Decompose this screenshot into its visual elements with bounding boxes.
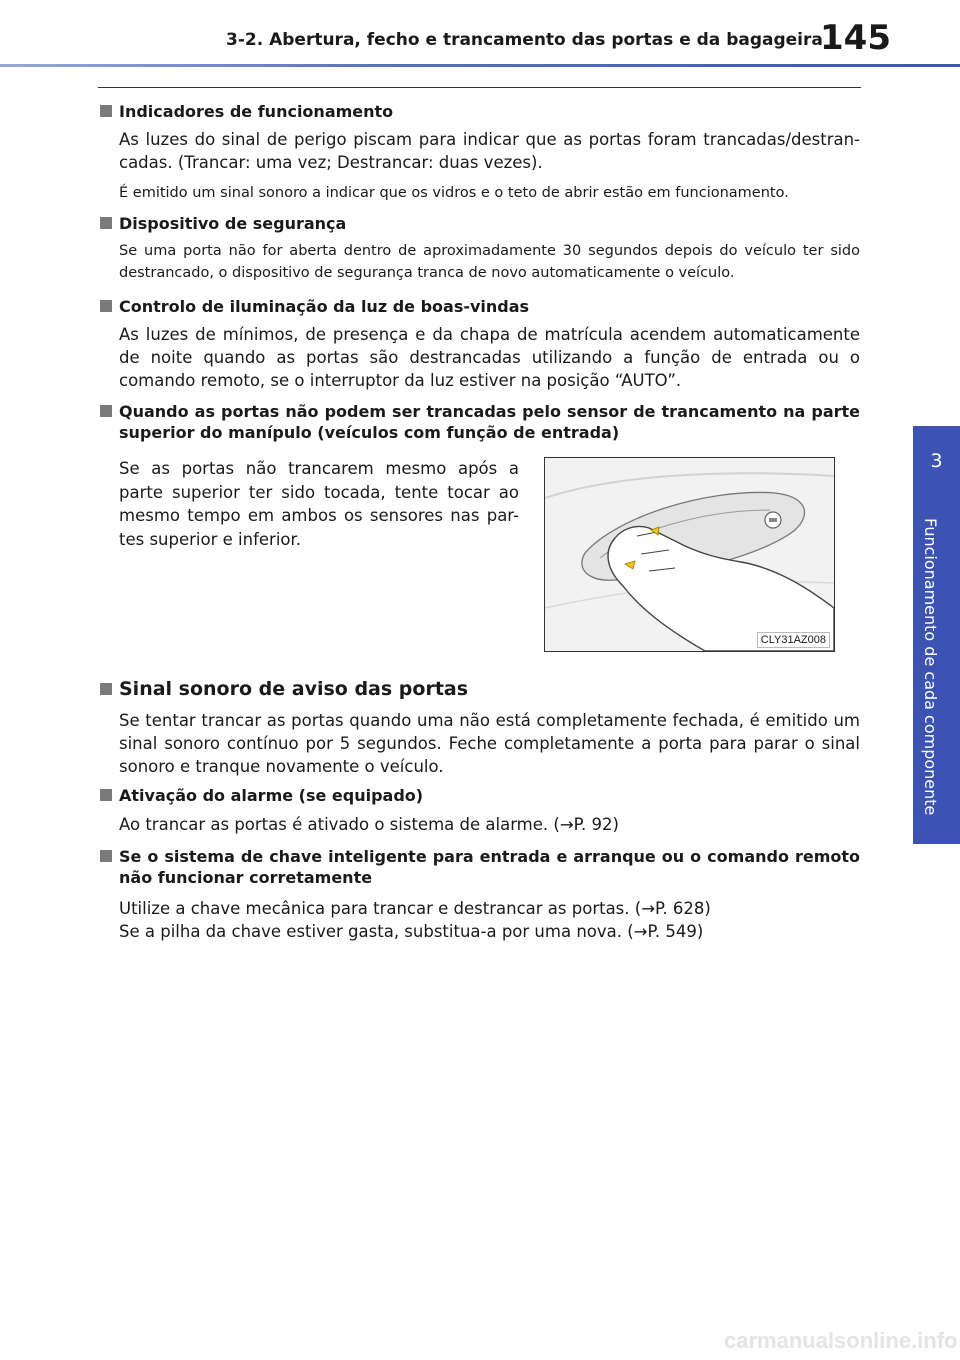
section-security-device — [98, 213, 860, 284]
square-bullet-icon — [100, 217, 112, 229]
section-heading: Dispositivo de segurança — [119, 214, 347, 233]
section-paragraph[interactable]: Se a pilha da chave estiver gasta, substitua-a por uma nova. (→P. 549) — [119, 922, 704, 941]
section-alarm-activation — [98, 785, 860, 836]
square-bullet-icon — [100, 789, 112, 801]
section-paragraph: Se uma porta não for aberta dentro de aproximadamente 30 segundos depois do veículo ter sido destrancado, o dispositivo de segurança tranca de novo automaticamente o veículo. — [119, 243, 860, 281]
section-paragraph[interactable]: Ao trancar as portas é ativado o sistema de alarme. (→P. 92) — [119, 815, 619, 834]
section-heading: Indicadores de funcionamento — [119, 102, 394, 121]
watermark: carmanualsonline.info — [724, 1328, 958, 1353]
hand-on-door-handle-image — [545, 458, 834, 651]
section-operation-indicators — [98, 101, 860, 204]
chapter-number: 3 — [930, 450, 943, 472]
section-heading: Ativação do alarme (se equipado) — [119, 786, 424, 805]
section-paragraph[interactable]: Utilize a chave mecânica para trancar e destrancar as portas. (→P. 628) — [119, 899, 711, 918]
section-heading: Sinal sonoro de aviso das portas — [119, 678, 469, 700]
figure-caption-text: Se as portas não trancarem mesmo após a parte superior ter sido tocada, tente tocar ao mesmo tempo em ambos os sensores nas par-tes superior e inferior. — [119, 459, 519, 549]
square-bullet-icon — [100, 850, 112, 862]
section-heading: Quando as portas não podem ser trancadas pelo sensor de trancamento na parte superior do manípulo (veículos com função de entrada) — [119, 402, 860, 442]
page-number: 145 — [820, 18, 891, 58]
section-paragraph: Se tentar trancar as portas quando uma não está completamente fechada, é emitido um sinal sonoro contínuo por 5 segundos. Feche completamente a porta para parar o sinal sonoro e tranque novamente o veículo. — [119, 711, 860, 776]
section-door-warning-buzzer — [98, 677, 860, 778]
section-heading: Se o sistema de chave inteligente para entrada e arranque ou o comando remoto não funcionar corretamente — [119, 847, 860, 887]
square-bullet-icon — [100, 683, 112, 695]
square-bullet-icon — [100, 300, 112, 312]
door-handle-illustration — [544, 457, 835, 652]
section-smart-key-malfunction — [98, 846, 860, 943]
section-paragraph: As luzes do sinal de perigo piscam para indicar que as portas foram trancadas/destran-cadas. (Trancar: uma vez; Destrancar: duas vezes). — [119, 130, 860, 172]
square-bullet-icon — [100, 105, 112, 117]
chapter-tab[interactable] — [913, 426, 960, 844]
section-paragraph: É emitido um sinal sonoro a indicar que os vidros e o teto de abrir estão em funcionamento. — [119, 185, 789, 201]
section-paragraph: As luzes de mínimos, de presença e da chapa de matrícula acendem automaticamente de noite quando as portas são destrancadas utilizando a função de entrada ou o comando remoto, se o interruptor da luz estiver na posição “AUTO”. — [119, 325, 860, 390]
content-top-rule — [98, 87, 861, 88]
figure-code: CLY31AZ008 — [757, 632, 830, 648]
section-heading: Controlo de iluminação da luz de boas-vindas — [119, 297, 530, 316]
section-sensor-lock — [98, 401, 860, 443]
section-welcome-light — [98, 296, 860, 392]
chapter-label: Funcionamento de cada componente — [921, 518, 940, 816]
square-bullet-icon — [100, 405, 112, 417]
header-divider — [0, 64, 960, 67]
running-header: 3-2. Abertura, fecho e trancamento das portas e da bagageira — [226, 30, 823, 50]
